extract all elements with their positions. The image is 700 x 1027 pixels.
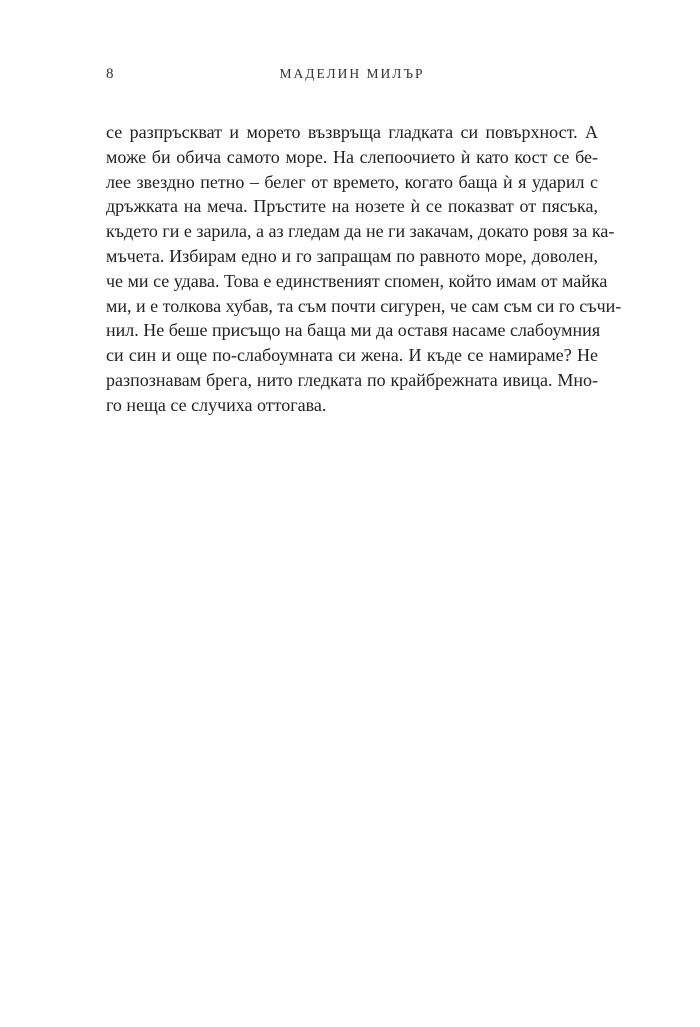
text-line: дръжката на меча. Пръстите на нозете ѝ се показват от пясъка, (106, 196, 598, 217)
text-line: се разпръскват и морето възвръща гладката си повърхност. А (106, 122, 598, 142)
text-line: може би обича самото море. На слепоочието ѝ като кост се бе- (106, 146, 598, 167)
text-line: че ми се удава. Това е единственият спомен, който имам от майка (106, 270, 608, 291)
text-line: ми, и е толкова хубав, та съм почти сигурен, че сам съм си го съчи- (106, 295, 622, 316)
text-line: където ги е зарила, а аз гледам да не ги закачам, докато ровя за ка- (106, 221, 615, 242)
running-header (106, 66, 598, 90)
text-line-last: го неща се случиха оттогава. (106, 394, 327, 415)
body-paragraph (106, 120, 622, 418)
page-number: 8 (106, 66, 114, 82)
text-line: разпознавам брега, нито гледката по крайбрежната ивица. Мно- (106, 369, 598, 390)
text-line: си син и още по-слабоумната си жена. И къде се намираме? Не (106, 345, 598, 366)
text-line: лее звездно петно – белег от времето, когато баща ѝ я ударил с (106, 171, 598, 192)
text-line: мъчета. Избирам едно и го запращам по равното море, доволен, (106, 245, 598, 266)
text-line: нил. Не беше присъщо на баща ми да оставя насаме слабоумния (106, 320, 601, 341)
running-title-author: МАДЕЛИН МИЛЪР (279, 66, 425, 81)
